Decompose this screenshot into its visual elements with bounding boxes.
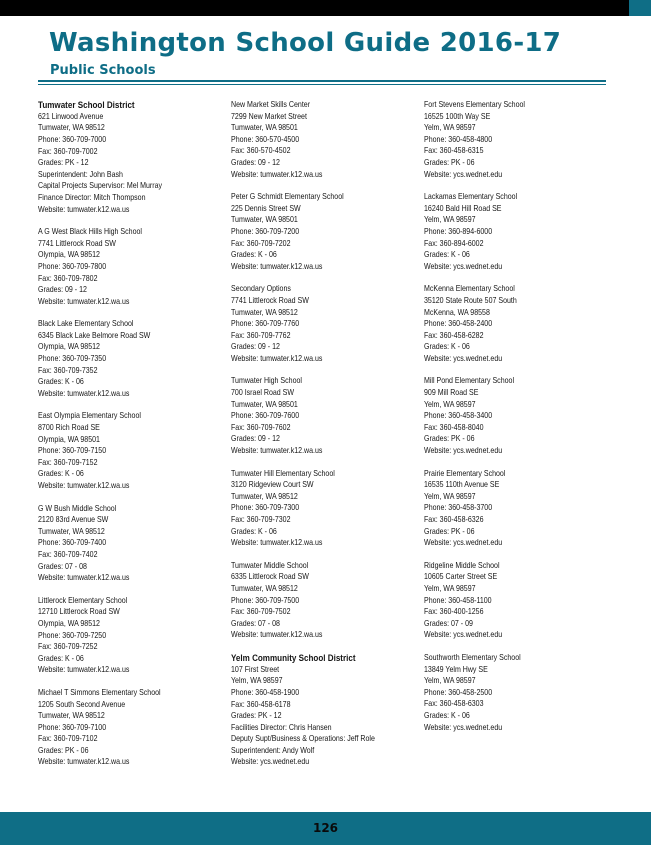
entry-detail-line: 621 Linwood Avenue bbox=[38, 111, 104, 121]
entry-detail-line: Grades: 07 - 08 bbox=[231, 618, 280, 628]
entry-detail-line: Phone: 360-709-7760 bbox=[231, 319, 300, 329]
entry-detail-line: Finance Director: Mitch Thompson bbox=[38, 192, 146, 202]
directory-column-2 bbox=[231, 99, 416, 779]
top-black-bar bbox=[0, 0, 651, 16]
entry-detail-line: Fax: 360-458-6178 bbox=[231, 699, 291, 709]
district-name: Tumwater School District bbox=[38, 99, 135, 110]
entry-detail-line: Tumwater, WA 98512 bbox=[38, 123, 105, 133]
entry-detail-line: Grades: 07 - 09 bbox=[424, 618, 473, 628]
entry-detail-line: Tumwater, WA 98512 bbox=[38, 526, 105, 536]
school-entry bbox=[231, 375, 416, 456]
school-entry bbox=[424, 283, 609, 364]
entry-detail-line: Yelm, WA 98597 bbox=[424, 399, 476, 409]
entry-detail-line: Grades: K - 06 bbox=[38, 377, 84, 387]
entry-detail-line: Phone: 360-709-7250 bbox=[38, 630, 107, 640]
school-entry bbox=[231, 560, 416, 641]
entry-detail-line: Phone: 360-709-7600 bbox=[231, 411, 300, 421]
entry-detail-line: Grades: K - 06 bbox=[424, 342, 470, 352]
entry-detail-line: Website: tumwater.k12.wa.us bbox=[231, 446, 323, 456]
entry-detail-line: Website: tumwater.k12.wa.us bbox=[231, 538, 323, 548]
entry-detail-line: Fax: 360-570-4502 bbox=[231, 146, 291, 156]
school-entry bbox=[424, 375, 609, 456]
entry-detail-line: Tumwater, WA 98501 bbox=[231, 399, 298, 409]
entry-detail-line: Grades: K - 06 bbox=[38, 469, 84, 479]
entry-detail-line: Fax: 360-458-6282 bbox=[424, 330, 484, 340]
entry-detail-line: Grades: 09 - 12 bbox=[231, 157, 280, 167]
entry-detail-line: Phone: 360-458-1900 bbox=[231, 687, 300, 697]
school-entry bbox=[38, 595, 223, 676]
entry-detail-line: Fax: 360-709-7762 bbox=[231, 330, 291, 340]
entry-detail-line: Website: tumwater.k12.wa.us bbox=[38, 665, 130, 675]
entry-detail-line: Website: ycs.wednet.edu bbox=[424, 353, 503, 363]
school-entry bbox=[424, 99, 609, 180]
entry-detail-line: Fax: 360-709-7502 bbox=[231, 607, 291, 617]
entry-detail-line: Fax: 360-709-7352 bbox=[38, 365, 98, 375]
entry-detail-line: Grades: PK - 06 bbox=[424, 526, 475, 536]
school-name: Tumwater High School bbox=[231, 376, 302, 386]
entry-detail-line: Website: tumwater.k12.wa.us bbox=[38, 757, 130, 767]
entry-detail-line: 225 Dennis Street SW bbox=[231, 203, 301, 213]
entry-detail-line: Fax: 360-709-7602 bbox=[231, 422, 291, 432]
district-entry bbox=[231, 652, 416, 768]
entry-detail-line: Phone: 360-570-4500 bbox=[231, 134, 300, 144]
school-entry bbox=[231, 283, 416, 364]
entry-detail-line: Grades: 09 - 12 bbox=[231, 342, 280, 352]
entry-detail-line: Fax: 360-709-7252 bbox=[38, 642, 98, 652]
entry-detail-line: 3120 Ridgeview Court SW bbox=[231, 480, 314, 490]
entry-detail-line: Tumwater, WA 98512 bbox=[231, 491, 298, 501]
entry-detail-line: 6345 Black Lake Belmore Road SW bbox=[38, 330, 151, 340]
entry-detail-line: Capital Projects Supervisor: Mel Murray bbox=[38, 181, 163, 191]
entry-detail-line: 35120 State Route 507 South bbox=[424, 295, 517, 305]
entry-detail-line: 700 Israel Road SW bbox=[231, 388, 295, 398]
entry-detail-line: Fax: 360-709-7402 bbox=[38, 549, 98, 559]
entry-detail-line: Tumwater, WA 98512 bbox=[231, 307, 298, 317]
entry-detail-line: Grades: PK - 06 bbox=[38, 745, 89, 755]
entry-detail-line: Grades: K - 06 bbox=[38, 653, 84, 663]
entry-detail-line: 8700 Rich Road SE bbox=[38, 423, 100, 433]
entry-detail-line: 7741 Littlerock Road SW bbox=[231, 295, 309, 305]
directory-column-3 bbox=[424, 99, 609, 744]
entry-detail-line: Website: tumwater.k12.wa.us bbox=[38, 388, 130, 398]
entry-detail-line: Tumwater, WA 98501 bbox=[231, 215, 298, 225]
entry-detail-line: Fax: 360-458-8040 bbox=[424, 422, 484, 432]
entry-detail-line: Yelm, WA 98597 bbox=[424, 583, 476, 593]
entry-detail-line: Olympia, WA 98512 bbox=[38, 250, 100, 260]
school-entry bbox=[38, 410, 223, 491]
entry-detail-line: Fax: 360-709-7002 bbox=[38, 146, 98, 156]
entry-detail-line: 2120 83rd Avenue SW bbox=[38, 515, 109, 525]
entry-detail-line: Website: ycs.wednet.edu bbox=[424, 538, 503, 548]
entry-detail-line: Phone: 360-458-3400 bbox=[424, 411, 493, 421]
entry-detail-line: Grades: 09 - 12 bbox=[38, 285, 87, 295]
top-corner-tab bbox=[629, 0, 651, 16]
entry-detail-line: 6335 Littlerock Road SW bbox=[231, 572, 309, 582]
entry-detail-line: Fax: 360-400-1256 bbox=[424, 607, 484, 617]
entry-detail-line: Fax: 360-894-6002 bbox=[424, 238, 484, 248]
entry-detail-line: Grades: PK - 12 bbox=[38, 158, 89, 168]
entry-detail-line: Website: ycs.wednet.edu bbox=[424, 446, 503, 456]
entry-detail-line: Olympia, WA 98512 bbox=[38, 342, 100, 352]
entry-detail-line: Phone: 360-894-6000 bbox=[424, 226, 493, 236]
entry-detail-line: 16535 110th Avenue SE bbox=[424, 480, 500, 490]
entry-detail-line: Yelm, WA 98597 bbox=[424, 676, 476, 686]
entry-detail-line: Yelm, WA 98597 bbox=[424, 215, 476, 225]
entry-detail-line: Phone: 360-458-4800 bbox=[424, 134, 493, 144]
entry-detail-line: Phone: 360-709-7100 bbox=[38, 722, 107, 732]
entry-detail-line: Phone: 360-709-7300 bbox=[231, 503, 300, 513]
school-entry bbox=[38, 687, 223, 768]
school-entry bbox=[38, 503, 223, 584]
entry-detail-line: Fax: 360-458-6326 bbox=[424, 515, 484, 524]
entry-detail-line: Grades: K - 06 bbox=[424, 710, 470, 720]
entry-detail-line: Phone: 360-709-7500 bbox=[231, 595, 300, 605]
entry-detail-line: Phone: 360-709-7800 bbox=[38, 261, 107, 271]
entry-detail-line: Grades: PK - 12 bbox=[231, 711, 282, 721]
school-name: Littlerock Elementary School bbox=[38, 595, 128, 605]
header-rule-thick bbox=[38, 80, 606, 82]
entry-detail-line: 107 First Street bbox=[231, 664, 280, 674]
school-name: Black Lake Elementary School bbox=[38, 319, 134, 329]
entry-detail-line: Fax: 360-709-7152 bbox=[38, 457, 98, 467]
entry-detail-line: Website: ycs.wednet.edu bbox=[424, 169, 503, 179]
entry-detail-line: Olympia, WA 98501 bbox=[38, 434, 100, 444]
entry-detail-line: Fax: 360-709-7802 bbox=[38, 273, 98, 283]
entry-detail-line: Deputy Supt/Business & Operations: Jeff Role bbox=[231, 734, 375, 744]
entry-detail-line: Tumwater, WA 98512 bbox=[38, 711, 105, 721]
section-subtitle: Public Schools bbox=[50, 63, 156, 78]
entry-detail-line: Website: tumwater.k12.wa.us bbox=[231, 261, 323, 271]
entry-detail-line: Phone: 360-709-7400 bbox=[38, 538, 107, 548]
school-name: Prairie Elementary School bbox=[424, 468, 506, 478]
school-name: G W Bush Middle School bbox=[38, 503, 117, 513]
entry-detail-line: Phone: 360-709-7200 bbox=[231, 226, 300, 236]
entry-detail-line: Phone: 360-458-2400 bbox=[424, 319, 493, 329]
entry-detail-line: Yelm, WA 98597 bbox=[424, 123, 476, 133]
entry-detail-line: Grades: PK - 06 bbox=[424, 157, 475, 167]
school-name: Secondary Options bbox=[231, 284, 291, 294]
entry-detail-line: Grades: K - 06 bbox=[424, 250, 470, 260]
entry-detail-line: McKenna, WA 98558 bbox=[424, 307, 490, 317]
entry-detail-line: Fax: 360-458-6303 bbox=[424, 699, 484, 709]
school-name: Lackamas Elementary School bbox=[424, 192, 518, 202]
entry-detail-line: Grades: 07 - 08 bbox=[38, 561, 87, 571]
entry-detail-line: Phone: 360-709-7350 bbox=[38, 354, 107, 364]
header-rule-thin bbox=[38, 84, 606, 85]
entry-detail-line: Yelm, WA 98597 bbox=[231, 676, 283, 686]
entry-detail-line: Fax: 360-458-6315 bbox=[424, 146, 484, 156]
page-number: 126 bbox=[312, 821, 339, 835]
entry-detail-line: Fax: 360-709-7202 bbox=[231, 238, 291, 248]
entry-detail-line: Facilities Director: Chris Hansen bbox=[231, 722, 332, 732]
entry-detail-line: 16240 Bald Hill Road SE bbox=[424, 203, 502, 213]
entry-detail-line: Superintendent: John Bash bbox=[38, 169, 123, 179]
school-entry bbox=[231, 468, 416, 549]
entry-detail-line: Website: tumwater.k12.wa.us bbox=[231, 353, 323, 363]
entry-detail-line: Website: tumwater.k12.wa.us bbox=[231, 169, 323, 179]
school-name: East Olympia Elementary School bbox=[38, 411, 141, 421]
entry-detail-line: 7299 New Market Street bbox=[231, 111, 307, 121]
entry-detail-line: Superintendent: Andy Wolf bbox=[231, 745, 315, 755]
entry-detail-line: 12710 Littlerock Road SW bbox=[38, 607, 120, 617]
school-entry bbox=[38, 318, 223, 399]
entry-detail-line: Grades: K - 06 bbox=[231, 250, 277, 260]
entry-detail-line: Fax: 360-709-7302 bbox=[231, 515, 291, 524]
school-name: Ridgeline Middle School bbox=[424, 560, 500, 570]
entry-detail-line: 909 Mill Road SE bbox=[424, 388, 479, 398]
entry-detail-line: Tumwater, WA 98501 bbox=[231, 123, 298, 133]
school-name: Peter G Schmidt Elementary School bbox=[231, 192, 344, 202]
entry-detail-line: Phone: 360-709-7000 bbox=[38, 134, 107, 144]
directory-column-1 bbox=[38, 99, 223, 779]
entry-detail-line: Website: tumwater.k12.wa.us bbox=[38, 296, 130, 306]
entry-detail-line: Website: tumwater.k12.wa.us bbox=[38, 481, 130, 491]
entry-detail-line: Website: tumwater.k12.wa.us bbox=[231, 630, 323, 640]
entry-detail-line: Fax: 360-709-7102 bbox=[38, 734, 98, 744]
entry-detail-line: Phone: 360-458-2500 bbox=[424, 687, 493, 697]
school-name: New Market Skills Center bbox=[231, 100, 311, 109]
entry-detail-line: Yelm, WA 98597 bbox=[424, 491, 476, 501]
entry-detail-line: Grades: PK - 06 bbox=[424, 434, 475, 444]
entry-detail-line: Website: ycs.wednet.edu bbox=[231, 757, 310, 767]
entry-detail-line: Phone: 360-458-1100 bbox=[424, 595, 492, 605]
page-title: Washington School Guide 2016-17 bbox=[49, 28, 562, 58]
entry-detail-line: Website: ycs.wednet.edu bbox=[424, 722, 503, 732]
school-entry bbox=[231, 99, 416, 180]
school-name: Tumwater Hill Elementary School bbox=[231, 468, 335, 478]
entry-detail-line: Phone: 360-709-7150 bbox=[38, 446, 107, 456]
school-name: McKenna Elementary School bbox=[424, 284, 515, 294]
school-entry bbox=[424, 191, 609, 272]
school-entry bbox=[231, 191, 416, 272]
school-name: A G West Black Hills High School bbox=[38, 227, 142, 237]
district-entry bbox=[38, 99, 223, 215]
entry-detail-line: Website: tumwater.k12.wa.us bbox=[38, 204, 130, 214]
entry-detail-line: 16525 100th Way SE bbox=[424, 111, 491, 121]
entry-detail-line: 7741 Littlerock Road SW bbox=[38, 238, 116, 248]
school-name: Mill Pond Elementary School bbox=[424, 376, 515, 386]
school-name: Tumwater Middle School bbox=[231, 560, 309, 570]
school-entry bbox=[424, 652, 609, 733]
entry-detail-line: Grades: 09 - 12 bbox=[231, 434, 280, 444]
school-name: Michael T Simmons Elementary School bbox=[38, 687, 161, 697]
district-name: Yelm Community School District bbox=[231, 651, 356, 663]
entry-detail-line: Website: ycs.wednet.edu bbox=[424, 630, 503, 640]
entry-detail-line: Website: ycs.wednet.edu bbox=[424, 261, 503, 271]
entry-detail-line: Grades: K - 06 bbox=[231, 526, 277, 536]
entry-detail-line: 1205 South Second Avenue bbox=[38, 699, 126, 709]
entry-detail-line: Tumwater, WA 98512 bbox=[231, 583, 298, 593]
entry-detail-line: 10605 Carter Street SE bbox=[424, 572, 498, 582]
school-name: Southworth Elementary School bbox=[424, 652, 521, 662]
entry-detail-line: Olympia, WA 98512 bbox=[38, 618, 100, 628]
entry-detail-line: 13849 Yelm Hwy SE bbox=[424, 664, 488, 674]
school-entry bbox=[424, 560, 609, 641]
school-entry bbox=[38, 226, 223, 307]
entry-detail-line: Phone: 360-458-3700 bbox=[424, 503, 493, 513]
entry-detail-line: Website: tumwater.k12.wa.us bbox=[38, 573, 130, 583]
school-name: Fort Stevens Elementary School bbox=[424, 100, 525, 109]
school-entry bbox=[424, 468, 609, 549]
